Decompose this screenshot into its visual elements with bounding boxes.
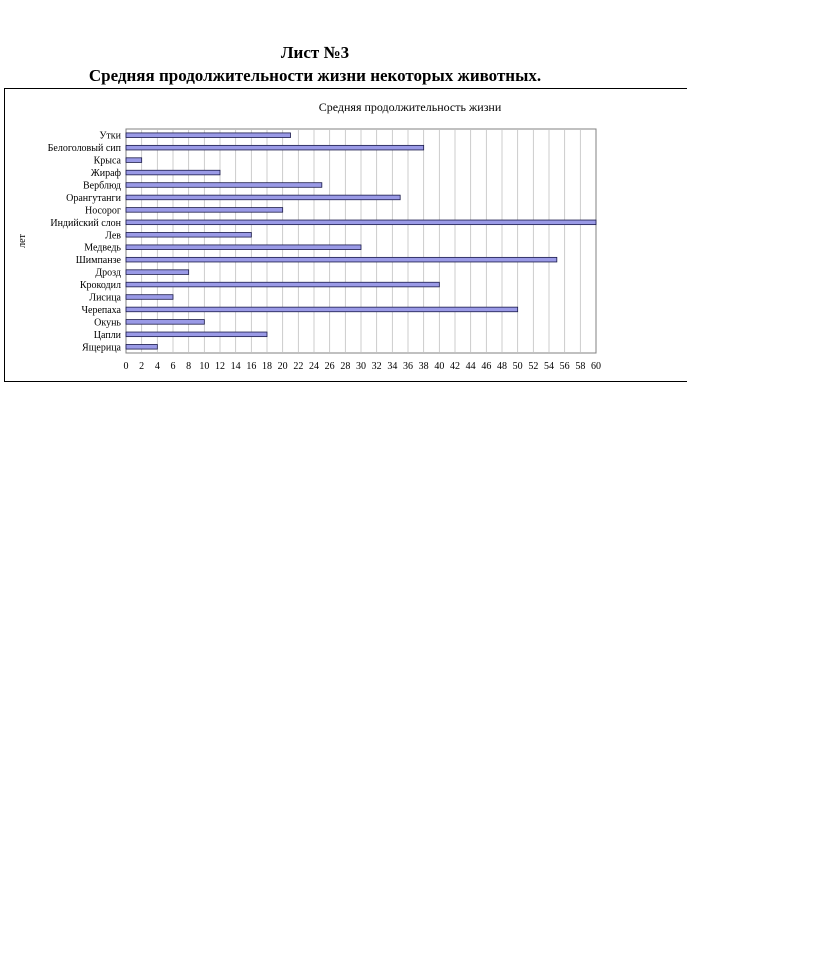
category-label: Верблюд bbox=[83, 180, 121, 192]
x-tick-label: 10 bbox=[199, 361, 210, 372]
bar bbox=[126, 307, 518, 312]
category-label: Утки bbox=[99, 130, 121, 142]
x-tick-label: 54 bbox=[544, 361, 554, 372]
bar bbox=[126, 332, 267, 337]
bar bbox=[126, 145, 424, 150]
x-tick-label: 14 bbox=[230, 361, 241, 372]
bar bbox=[126, 170, 220, 175]
bar bbox=[126, 195, 400, 200]
x-tick-label: 0 bbox=[123, 361, 129, 372]
category-label: Ящерица bbox=[82, 342, 121, 354]
x-tick-label: 18 bbox=[262, 361, 272, 372]
x-tick-label: 42 bbox=[450, 361, 460, 372]
bar bbox=[126, 344, 157, 349]
x-tick-label: 8 bbox=[186, 361, 192, 372]
x-tick-label: 48 bbox=[497, 361, 507, 372]
x-tick-label: 26 bbox=[324, 361, 335, 372]
bar bbox=[126, 257, 557, 262]
bar bbox=[126, 282, 439, 287]
category-label: Окунь bbox=[94, 317, 121, 329]
bar bbox=[126, 133, 291, 138]
category-label: Крыса bbox=[93, 155, 121, 167]
category-label: Носорог bbox=[84, 205, 121, 217]
x-tick-label: 38 bbox=[418, 361, 429, 372]
bar bbox=[126, 320, 204, 325]
category-label: Крокодил bbox=[79, 280, 121, 292]
category-label: Белоголовый сип bbox=[47, 143, 121, 155]
category-label: Дрозд bbox=[95, 267, 121, 279]
bar bbox=[126, 295, 173, 300]
category-label: Лисица bbox=[89, 292, 121, 304]
x-tick-label: 6 bbox=[170, 361, 176, 372]
x-tick-label: 24 bbox=[309, 361, 319, 372]
category-label: Орангутанги bbox=[66, 192, 121, 204]
x-tick-label: 2 bbox=[139, 361, 145, 372]
x-tick-label: 56 bbox=[559, 361, 570, 372]
y-axis-label: лет bbox=[17, 234, 28, 248]
x-tick-label: 44 bbox=[465, 361, 476, 372]
category-label: Медведь bbox=[84, 242, 121, 254]
sheet-title: Лист №3 bbox=[280, 43, 350, 62]
bar bbox=[126, 270, 189, 275]
bar bbox=[126, 208, 283, 213]
x-tick-label: 20 bbox=[277, 361, 288, 372]
x-tick-label: 36 bbox=[403, 361, 413, 372]
category-labels bbox=[48, 131, 122, 354]
bar bbox=[126, 232, 251, 237]
category-label: Лев bbox=[105, 230, 121, 242]
category-label: Черепаха bbox=[81, 304, 121, 316]
x-tick-label: 30 bbox=[356, 361, 366, 372]
bar bbox=[126, 245, 361, 250]
x-tick-label: 58 bbox=[575, 361, 586, 372]
x-tick-labels bbox=[124, 361, 602, 372]
bar bbox=[126, 158, 142, 163]
category-label: Индийский слон bbox=[50, 217, 121, 229]
x-tick-label: 22 bbox=[293, 361, 304, 372]
x-tick-label: 46 bbox=[481, 361, 492, 372]
sheet-subtitle: Средняя продолжительности жизни некоторых животных. bbox=[88, 66, 542, 85]
x-tick-label: 34 bbox=[387, 361, 398, 372]
category-label: Жираф bbox=[90, 168, 121, 180]
chart-title: Средняя продолжительность жизни bbox=[318, 100, 502, 114]
category-label: Цапли bbox=[93, 329, 121, 341]
x-tick-label: 32 bbox=[371, 361, 382, 372]
x-tick-label: 28 bbox=[340, 361, 351, 372]
chart-frame bbox=[4, 88, 687, 382]
x-tick-label: 40 bbox=[434, 361, 445, 372]
bar bbox=[126, 183, 322, 188]
category-label: Шимпанзе bbox=[75, 255, 121, 267]
x-tick-label: 60 bbox=[591, 361, 601, 372]
x-tick-label: 50 bbox=[512, 361, 523, 372]
bar-chart bbox=[5, 89, 688, 383]
x-tick-label: 4 bbox=[154, 361, 160, 372]
x-tick-label: 52 bbox=[528, 361, 539, 372]
x-tick-label: 12 bbox=[215, 361, 225, 372]
x-tick-label: 16 bbox=[246, 361, 257, 372]
bar bbox=[126, 220, 596, 225]
